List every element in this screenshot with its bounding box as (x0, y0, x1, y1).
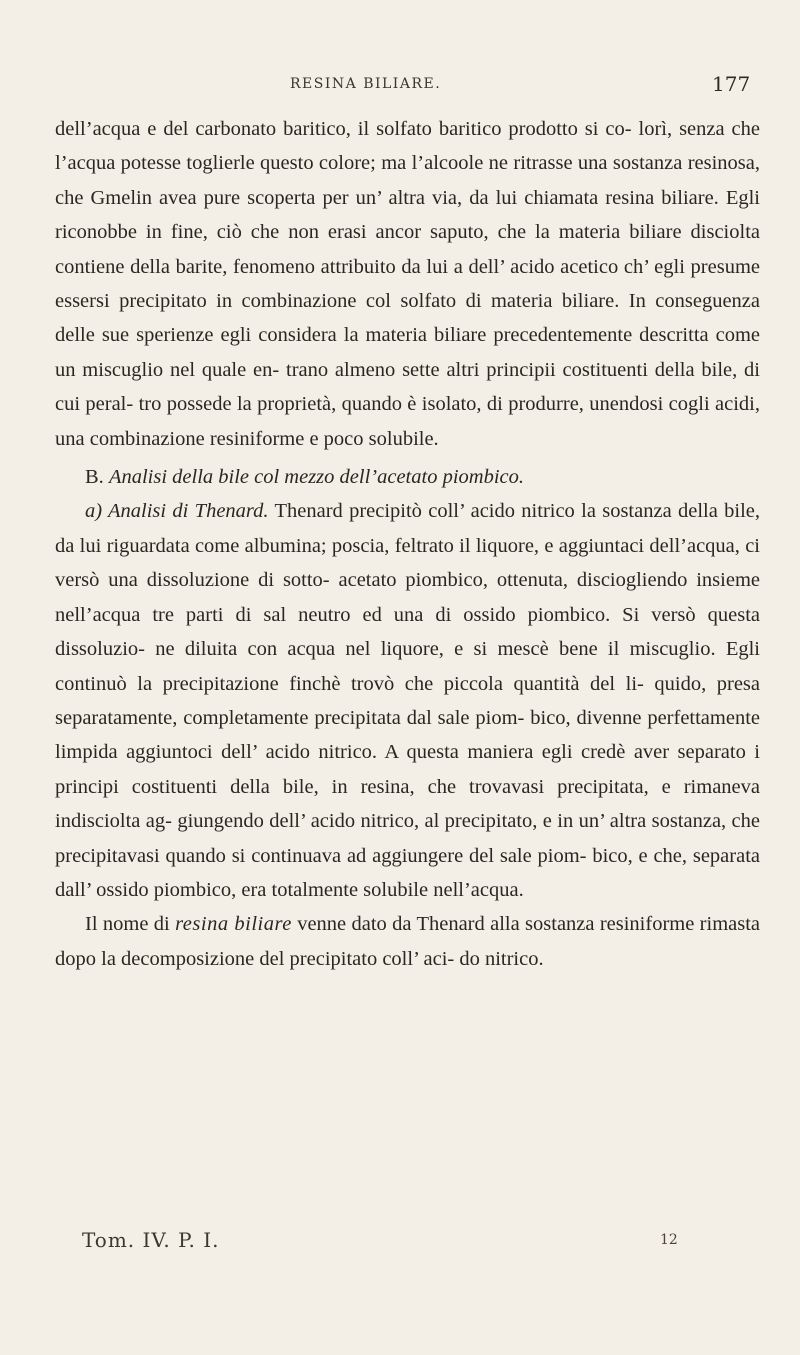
page-number: 177 (712, 72, 751, 96)
paragraph-3-start: Il nome di (85, 913, 170, 936)
section-heading-title: Analisi della bile col mezzo dell’acetato piombico. (108, 466, 524, 489)
body-text (55, 112, 760, 976)
paragraph-2 (55, 494, 760, 907)
signature-number: 12 (660, 1232, 678, 1248)
section-heading-b (55, 460, 760, 494)
running-head: RESINA BILIARE. (290, 76, 442, 92)
term-resina-biliare: resina biliare (175, 913, 292, 936)
section-heading-letter: B. (85, 466, 104, 489)
signature-mark: Tom. IV. P. I. (82, 1228, 220, 1252)
paragraph-3 (55, 907, 760, 976)
paragraph-3-end: venne dato da Thenard alla sostanza resiniforme rimasta dopo la decomposizione del precipitato coll’ aci- do nitrico. (55, 913, 761, 970)
paragraph-1: dell’acqua e del carbonato baritico, il solfato baritico prodotto si co- lorì, senza che l’acqua potesse toglierle questo colore; ma l’alcoole ne ritrasse una sostanza resinosa, che Gmelin avea pure scoperta per un’ altra via, da lui chiamata resina biliare. Egli riconobbe in fine, ciò che non erasi ancor saputo, che la materia biliare disciolta contiene della barite, fenomeno attribuito da lui a dell’ acido acetico ch’ egli presume essersi precipitato in combinazione col solfato di materia biliare. In conseguenza delle sue sperienze egli considera la materia biliare precedentemente descritta come un miscuglio nel quale en- trano almeno sette altri principii costituenti della bile, di cui peral- tro possede la proprietà, quando è isolato, di produrre, unendosi cogli acidi, una combinazione resiniforme e poco solubile. (55, 118, 760, 450)
subsection-heading: a) Analisi di Thenard. (85, 500, 269, 523)
paragraph-2-text: Thenard precipitò coll’ acido nitrico la sostanza della bile, da lui riguardata come albumina; poscia, feltrato il liquore, e aggiuntaci dell’acqua, ci versò una dissoluzione di sotto- acetato piombico, ottenuta, disciogliendo insieme nell’acqua tre parti di sal neutro ed una di ossido piombico. Si versò questa dissoluzio- ne diluita con acqua nel liquore, e si mescè bene il miscuglio. Egli continuò la precipitazione finchè trovò che piccola quantità del li- quido, presa separatamente, completamente precipitata dal sale piom- bico, divenne perfettamente limpida aggiuntoci dell’ acido nitrico. A questa maniera egli credè aver separato i principi costituenti della bile, in resina, che trovavasi precipitata, e rimaneva indisciolta ag- giungendo dell’ acido nitrico, al precipitato, e in un’ altra sostanza, che precipitavasi quando si continuava ad aggiungere del sale piom- bico, e che, separata dall’ ossido piombico, era totalmente solubile nell’acqua. (55, 500, 760, 901)
